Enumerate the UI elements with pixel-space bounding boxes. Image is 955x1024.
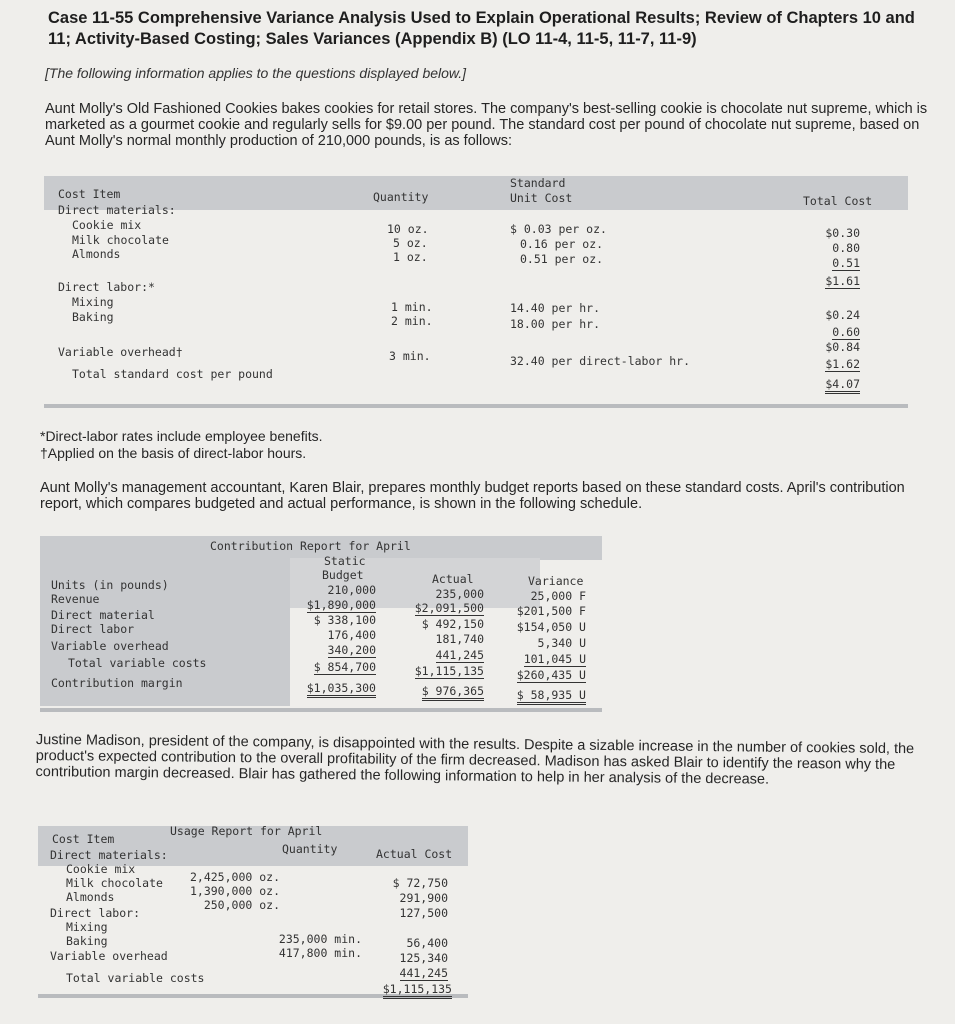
dm-qty: 10 oz.: [387, 222, 429, 236]
dm-total: 0.51: [832, 256, 860, 270]
voh-qty: 3 min.: [389, 349, 431, 363]
dl-item: Mixing: [72, 295, 114, 309]
variance-cell: $154,050 U: [516, 620, 586, 634]
actual-cell: 235,000: [435, 587, 484, 601]
variance-cell: $201,500 F: [516, 604, 586, 618]
budget-paragraph: Aunt Molly's management accountant, Karen Blair, prepares monthly budget reports based on these standard costs. April's contribution report, which compares budgeted and actual performance, is shown in the following schedule.: [40, 480, 905, 512]
dm-qty: 5 oz.: [393, 236, 428, 250]
dm-cost: 291,900: [399, 891, 448, 905]
dl-cost: 56,400: [406, 936, 448, 950]
dm-unit: 0.51 per oz.: [520, 252, 604, 266]
voh-label: Variable overhead: [50, 949, 168, 963]
dm-qty: 1 oz.: [393, 250, 428, 264]
dm-item: Cookie mix: [72, 218, 142, 232]
dl-total: $0.24: [825, 308, 860, 322]
col-header-actual: Actual: [432, 572, 474, 586]
col-header-quantity: Quantity: [373, 190, 429, 204]
dm-unit: 0.16 per oz.: [520, 237, 604, 251]
dm-cost: 127,500: [399, 906, 448, 920]
col-header-actual-cost: Actual Cost: [376, 847, 453, 861]
variance-cell: 101,045 U: [523, 652, 586, 666]
contribution-report-table: [40, 536, 602, 716]
dl-unit: 18.00 per hr.: [510, 317, 601, 331]
actual-cell: $ 976,365: [422, 684, 484, 701]
variance-cell: 25,000 F: [530, 589, 586, 603]
footnote-labor-rates: *Direct-labor rates include employee benefits.: [40, 428, 323, 444]
budget-cell: $ 854,700: [313, 660, 376, 674]
dl-qty: 417,800 min.: [278, 946, 362, 960]
dl-qty: 235,000 min.: [278, 932, 362, 946]
budget-cell: 176,400: [327, 628, 376, 642]
voh-unit: 32.40 per direct-labor hr.: [510, 354, 691, 368]
dm-item: Milk chocolate: [66, 876, 163, 890]
dm-item: Cookie mix: [66, 862, 136, 876]
dl-item: Mixing: [66, 920, 108, 934]
dl-qty: 1 min.: [391, 300, 433, 314]
dl-item: Baking: [72, 310, 114, 324]
col-header-static: Static: [324, 554, 366, 568]
variance-cell: 5,340 U: [537, 636, 586, 650]
dm-item: Milk chocolate: [72, 233, 169, 247]
voh-label: Variable overhead†: [58, 345, 183, 359]
total-variable-label: Total variable costs: [66, 971, 205, 985]
president-paragraph: Justine Madison, president of the company, is disappointed with the results. Despite a sizable increase in the number of cookies sold, the product's expected contribution to the overall profitability of the firm decreased. Madison has asked Blair to identify the reason why the contribution margin decreased. Blair has gathered the following information to help in her analysis of the decrease.: [35, 732, 915, 788]
dl-subtotal: $0.84: [825, 340, 860, 354]
dm-qty: 2,425,000 oz.: [189, 870, 280, 884]
dm-qty: 1,390,000 oz.: [189, 884, 280, 898]
dl-label: Direct labor:: [50, 906, 141, 920]
actual-cell: $2,091,500: [414, 601, 484, 615]
budget-cell: 340,200: [327, 643, 376, 657]
case-title: Case 11-55 Comprehensive Variance Analysis Used to Explain Operational Results; Review of Chapters 10 and 11; Activity-Based Costing; Sales Variances (Appendix B) (LO 11-4, 11-5, 11-7, 11-9): [48, 9, 915, 48]
dm-subtotal: $1.61: [825, 274, 860, 288]
footnote-applied-overhead: †Applied on the basis of direct-labor hours.: [40, 445, 307, 461]
usage-report-title: Usage Report for April: [170, 824, 323, 838]
row-label: Direct labor: [51, 622, 135, 636]
row-label: Contribution margin: [51, 676, 183, 690]
actual-cell: 441,245: [435, 648, 484, 662]
dm-label: Direct materials:: [58, 203, 176, 217]
col-header-unit-cost: Unit Cost: [510, 191, 573, 205]
col-header-total-cost: Total Cost: [803, 194, 873, 208]
dl-total: 0.60: [832, 325, 860, 339]
dm-total: $0.30: [825, 226, 860, 240]
col-header-quantity: Quantity: [282, 842, 338, 856]
contribution-report-title: Contribution Report for April: [210, 539, 411, 553]
dm-qty: 250,000 oz.: [203, 898, 280, 912]
voh-total: $1.62: [825, 357, 860, 371]
total-standard-cost: $4.07: [825, 377, 860, 394]
actual-cell: $ 492,150: [421, 617, 484, 631]
budget-cell: $1,890,000: [306, 598, 376, 612]
row-label: Variable overhead: [51, 639, 169, 653]
variance-cell: $ 58,935 U: [517, 688, 586, 705]
info-note: [The following information applies to the questions displayed below.]: [45, 65, 467, 81]
budget-cell: $1,035,300: [307, 681, 376, 698]
total-standard-label: Total standard cost per pound: [72, 367, 273, 381]
dl-qty: 2 min.: [391, 314, 433, 328]
dm-total: 0.80: [832, 241, 860, 255]
dm-item: Almonds: [72, 247, 121, 261]
dl-cost: 125,340: [399, 951, 448, 965]
variance-cell: $260,435 U: [516, 668, 586, 682]
budget-cell: $ 338,100: [313, 613, 376, 627]
col-header-variance: Variance: [528, 574, 584, 588]
col-header-budget: Budget: [322, 568, 364, 582]
row-label: Total variable costs: [68, 656, 207, 670]
col-header-cost-item: Cost Item: [58, 187, 121, 201]
actual-cell: $1,115,135: [414, 664, 484, 678]
dm-cost: $ 72,750: [392, 876, 448, 890]
dl-unit: 14.40 per hr.: [510, 301, 601, 315]
row-label: Direct material: [51, 608, 155, 622]
actual-cell: 181,740: [435, 632, 484, 646]
dm-label: Direct materials:: [50, 848, 168, 862]
budget-cell: 210,000: [327, 583, 376, 597]
row-label: Revenue: [51, 592, 100, 606]
col-header-cost-item: Cost Item: [52, 832, 115, 846]
dm-unit: $ 0.03 per oz.: [510, 222, 607, 236]
row-label: Units (in pounds): [51, 578, 169, 592]
intro-paragraph: Aunt Molly's Old Fashioned Cookies bakes cookies for retail stores. The company's best-selling cookie is chocolate nut supreme, which is marketed as a gourmet cookie and regularly sells for $9.00 per pound. The standard cost per pound of chocolate nut supreme, based on Aunt Molly's normal monthly production of 210,000 pounds, is as follows:: [45, 101, 928, 149]
dl-label: Direct labor:*: [58, 280, 155, 294]
dl-item: Baking: [66, 934, 108, 948]
col-header-standard: Standard: [510, 176, 566, 190]
total-variable-cost: $1,115,135: [383, 982, 452, 999]
voh-cost: 441,245: [399, 966, 448, 980]
usage-report-table: [38, 818, 468, 1008]
dm-item: Almonds: [66, 890, 115, 904]
standard-cost-table: [44, 176, 908, 408]
